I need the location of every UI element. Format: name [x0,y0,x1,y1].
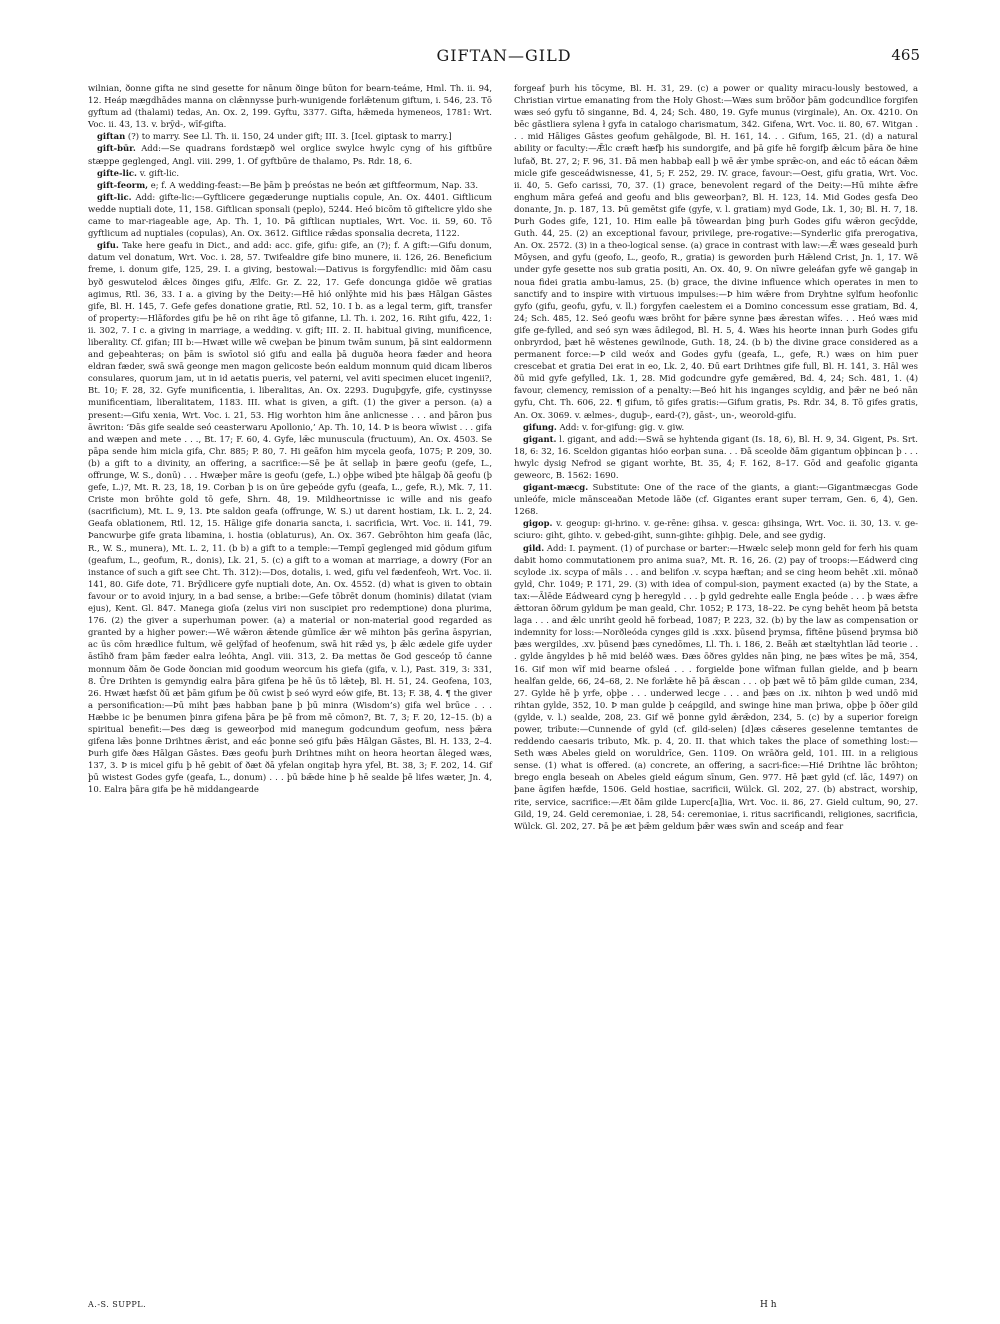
dictionary-entry [514,421,918,433]
entry-text: Add: v. for-gifung: gig. v. giw. [559,421,685,432]
entry-text: v. gift-lic. [139,167,180,178]
entry-headword: gigant. [523,433,557,444]
dictionary-entry [88,239,492,795]
running-title: GIFTAN—GILD [436,46,572,65]
entry-text: v. geogup: gi-hrino. v. ge-rēne: gihsa. v. gesca: gihsinga, Wrt. Voc. ii. 30, 13. v. ge-sciuro: giht, gihto. v. gebed-giht, sunn-gihte: gihþig. Dele, and see gydig. [514,518,918,541]
entry-headword: gifung. [523,421,557,432]
dictionary-entry [514,517,918,541]
entry-text: e; f. A wedding-feast:—Be þām þ preóstas ne beón æt giftfeormum, Nap. 33. [150,179,479,190]
page-number: 465 [891,46,920,64]
entry-text: Substitute: One of the race of the giants, a giant:—Gigantmæcgas Gode unleófe, micle mānsceaðan Metode lāðe (cf. Gigantes erant super terram, Gen. 6, 4), Gen. 1268. [514,482,919,517]
entry-headword: gift-feorm, [97,179,149,190]
entry-headword: gild. [523,542,545,553]
dictionary-entry [88,191,492,239]
entry-text: (?) to marry. See Ll. Th. ii. 150, 24 under gift; III. 3. [Icel. giptask to marry.] [127,131,452,142]
entry-headword: giftan [97,131,126,142]
dictionary-entry [514,542,918,832]
dictionary-entry [88,142,492,166]
dictionary-entry [88,167,492,179]
entry-headword: gigant-mæcg. [523,482,589,493]
entry-headword: gift-būr. [97,143,136,154]
entry-text: Add: I. payment. (1) of purchase or barter:—Hwælc seleþ monn geld for ferh his quam dabit homo commutationem pro anima sua?, Mt. R. 16, 26. (2) pay of troops:—Eádwerd cing scylode .ix. scypa of māls . . . and belifon .v. scypa hæftan; and se cing heom behēt .xii. mōnað gyld, Chr. 1049; P. 171, 29. (3) with idea of compul-sion, payment exacted (a) by the State, a tax:—Ālēde Eádweard cyng þ heregyld . . . þ gyld gedrehte ealle Engla þeóde . . . þ wæs ǣfre ǣttoran ōðrum gyldum þe man geald, Chr. 1052; P. 173, 18–22. Þe cyng behēt heom þā betsta laga . . . and ǣlc unriht geold hē forbead, 1087; P. 223, 32. (b) by the law as compensation or indemnity for loss:—Norðleóda cynges gild is .xxx. þūsend þrymsa, fīftēne þūsend þrymsa bið þæs wergildes, .xv. þūsend þæs cynedōmes, Ll. Th. i. 186, 2. Beāh æt stæltyhtlan lād teorie . . . gylde āngyldes þ hē mid beléð wæs. Ðæs ōðres gyldes nān þing, ne þæs wītes þe mā, 354, 16. Gif mon wīf mid bearne ofsleá . . . forgielde þone wīfman fullan gielde, and þ bearn healfan gelde, 66, 24–68, 2. Ne forlǣte hē þā ǣscan . . . oþ þæt wē tō þām gilde cuman, 234, 27. Gylde hē þ yrfe, oþþe . . . underwed lecge . . . and þæs on .ix. nihton þ wed undō mid rihtan gylde, 352, 10. Þ man gulde þ ceápgild, and swinge hine man þriwa, oþþe þ ōðer gild (gylde, v. l.) sealde, 208, 23. Gif wē þonne gyld ǣrǣdon, 234, 5. (c) by a superior foreign power, tribute:—Cunnende of gyld (cf. gild-selen) [d]æs cǣseres geselenne temtantes de reddendo caesaris tributo, Mk. p. 4, 20. II. that which takes the place of something lost:—Seth wæs Abeles gield on woruldrīce, Gen. 1109. On wrāðra geld, 101. III. in a religious sense. (1) what is offered. (a) concrete, an offering, a sacri-fice:—Hié Drihtne lāc brōhton; brego engla beseah on Abeles gield eágum sīnum, Gen. 977. Hē þæt gyld (cf. lāc, 1497) on þane āgifen hæfde, 1506. Geld hostiae, sacrificii, Wülck. Gl. 202, 27. (b) abstract, worship, rite, service, sacrifice:—Æt ðām gilde Luperc[a]lia, Wrt. Voc. ii. 86, 27. Gield cultum, 90, 27. Gild, 19, 24. Geld ceremoniae, i. 28, 54: ceremoniae, i. ritus sacrificandi, religiones, sacrificia, Wülck. Gl. 202, 27. Þā þe æt þǣm geldum þǣr wæs swīn and sceáp and fear [514,542,918,831]
entry-text: forgeaf þurh his tōcyme, Bl. H. 31, 29. (c) a power or quality miracu-lously bestowed, a Christian virtue emanating from the Holy Ghost:—Wæs sum brōðor þām godcundlice forgifen wæs seó gyfu tō singanne, Bd. 4, 24; Sch. 480, 19. Gyfe munus (virginale), An. Ox. 4210. On bēc gāstliera sylena ł gyfa in catalogo charismatum, 342. Gifena, Wrt. Voc. ii. 80, 67. Witgan . . . mid Hāliges Gāstes geofum gehālgode, Bl. H. 161, 14. . . Gifum, 165, 21. (d) a natural ability or faculty:—Ǣlc cræft hæfþ his sundorgife, and þā gife hē forgifþ ǣlcum þāra ðe hine lufað, Bt. 27, 2; F. 96, 31. Ðā men habbaþ eall þ wē ǣr ymbe sprǣc-on, and eác tō eácan ðǣm micle gife gesceádwisnesse, 41, 5; F. 252, 29. IV. grace, favour:—Oest, gifu gratia, Wrt. Voc. ii. 40, 5. Gefo carissi, 70, 37. (1) grace, benevolent regard of the Deity:—Hū mihte ǣfre enghum māra gefeá and geofu and blis geweorþan?, Bl. H. 123, 14. Mid Godes gesfa Deo donante, Jn. p. 187, 13. Þū gemētst gife (gyfe, v. l. gratiam) myd Gode, Lk. 1, 30; Bl. H. 7, 18. Þurh Godes gife, 121, 10. Him ealle þā tōweardan þing þurh Godes gifu wǣron gecȳdde, Guth. 44, 25. (2) an exceptional favour, privilege, pre-rogative:—Synderlic gifa prerogativa, An. Ox. 2572. (3) in a theo-logical sense. (a) grace in contrast with law:—Ǣ wæs geseald þurh Mōysen, and gyfu (geofo, L., geofo, R., gratia) is geworden þurh Hǣlend Crist, Jn. 1, 17. Wē under gyfe gesette nos sub gratia positi, An. Ox. 40, 9. On nīwre geleáfan gyfe wē gangaþ in noua fidei gratia ambu-lamus, 25. (b) grace, the divine influence which operates in men to sanctify and to inspire with virtuous impulses:—Þ him wǣre from Dryhtne sylfum heofonlic gyfo (gifu, geofu, gyfu, v. ll.) forgyfen caelestem ei a Domino concessum esse gratiam, Bd. 4, 24; Sch. 485, 12. Seó geofu wæs brōht for þǣre synne þæs ǣrestan wīfes. . . Heó wæs mid gife ge-fylled, and seó syn wæs ādilegod, Bl. H. 5, 4. Wæs his heorte innan þurh Godes gifu onbryrdod, þæt hē wēstenes gewilnode, Guth. 18, 24. (b b) the divine grace considered as a permanent force:—Þ cild weóx and Godes gyfu (geafa, L., gefe, R.) wæs on him puer crescebat et gratia Dei erat in eo, Lk. 2, 40. Ðū eart Drihtnes gife full, Bl. H. 141, 3. Hāl wes ðū mid gyfe gefylled, Lk. 1, 28. Mid godcundre gyfe gemǣred, Bd. 4, 24; Sch. 481, 1. (4) favour, clemency, remission of a penalty:—Beó hit his ingangеs scyldig, and þǣr ne beó nān gyfu, Cht. Th. 606, 22. ¶ gifum, tō gifes gratis:—Gifum gratis, Ps. Rdr. 34, 8. Tō gifes gratis, An. Ox. 3069. v. ælmes-, duguþ-, eard-(?), gāst-, un-, weorold-gifu. [514,83,918,420]
dictionary-entry [88,82,492,130]
entry-headword: gigop. [523,518,553,529]
dictionary-entry [514,481,918,517]
dictionary-entry [514,433,918,481]
dictionary-entry [514,82,918,421]
entry-headword: gift-lic. [97,191,132,202]
left-column [88,82,492,796]
entry-text: Add:—Se quadrans fordstæpð wel orglice swylce hwylc cyng of his giftbūre stæppe geglenged, Angl. viii. 299, 1. Of gyftbūre de thalamo, Ps. Rdr. 18, 6. [88,143,492,166]
entry-headword: gifu. [97,240,119,251]
entry-text: Add: gifte-lic:—Gyftlicere gegæderunge nuptialis copule, An. Ox. 4401. Giftlicum wedde nuptiali dote, 11, 158. Giftlican sponsali (peplo), 5244. Heó bicōm tō giftelicre yldo she came to mar-riageable age, Ap. Th. 1, 10. Þā giftlican nuptiales, Wrt. Voc. ii. 59, 60. Tō gyftlicum ad nuptiales (copulas), An. Ox. 3612. Giftlice rǣdas sponsalia decreta, 1122. [88,191,492,239]
signature-mark: A.-S. SUPPL. [88,1300,147,1309]
dictionary-entry [88,179,492,191]
gathering-mark: H h [760,1300,777,1310]
right-column [514,82,918,832]
entry-text: l. gigant, and add:—Swā se hyhtenda gigant (Is. 18, 6), Bl. H. 9, 34. Gigent, Ps. Srt. 18, 6: 32, 16. Sceldon gigantas hióo eorþan suna. . . Ðā sceolde ðām gigantum oþþincan þ . . . hwylc dysig Nefrod se gigant worhte, Bt. 35, 4; F. 162, 8–17. Gōd and geafolic giganta geweorc, B. 1562: 1690. [514,433,918,480]
dictionary-entry [88,130,492,142]
entry-text: wilnian, ðonne gifta ne sind gesette for nānum ðinge būton for bearn-teáme, Hml. Th. ii. 94, 12. Heáp mægdhādes manna on clǣnnysse þurh-wunigende forlǣtenum giftum, i. 546, 23. Tō gyftum ad (thalami) tedas, An. Ox. 2, 199. Gyftu, 3377. Gifta, hǣmeda hymeneos, 1781: Wrt. Voc. ii. 43, 13. v. brȳd-, wīf-gifta. [88,83,492,130]
page-header [88,46,920,70]
entry-headword: gifte-lic. [97,167,137,178]
entry-text: Take here geafu in Dict., and add: acc. gife, gifu: gife, an (?); f. A gift:—Gifu donum, datum vel donatum, Wrt. Voc. i. 28, 57. Twifealdre gife bino munere, ii. 126, 26. Beneficium freme, i. donum gife, 125, 29. I. a giving, bestowal:—Dativus is forgyfendlic: mid ðām casu byð geswutelod ǣlces ðinges gifu, Ælfc. Gr. Z. 22, 17. Gefe doncunga gidōe wē gratias agimus, Rtl. 36, 33. I a. a giving by the Deity:—Hē hió onlȳhte mid his þæs Hālgan Gāstes gife, Bl. H. 145, 7. Gefe gefes donatione gratie, Rtl. 52, 10. I b. as a legal term, gift, transfer of property:—Hlāfordes gifu þe hē on riht āge tō gifanne, Ll. Th. i. 202, 16. Riht gifu, 422, 1: ii. 302, 7. I c. a giving in marriage, a wedding. v. gift; III. 2. II. habitual giving, munificence, liberality. Cf. gifan; III b:—Hwæt wille wē cweþan be þinum twām sunum, þā sint ealdormenn and geþeahteras; on þām is swīotol sió gifu and ealla þā duguða heora fæder and heora eldran fæder, swā swā geonge men magon gelicoste beón ealdum monnum quid dicam liberos consulares, quorum jam, ut in id aetatis pueris, vel paterni, vel aviti specimen elucet ingenii?, Bt. 10; F. 28, 32. Gyfe munificentia, i. liberalitas, An. Ox. 2293. Duguþgyfe, gife, cystinysse munificentiam, liberalitatem, 1183. III. what is given, a gift. (1) the giver a person. (a) a present:—Gifu xenia, Wrt. Voc. i. 21, 53. Hig worhton him āne anlicnesse . . . and þāron þus āwriton: ‘Ðās gife sealde seó ceasterwaru Apollonio,’ Ap. Th. 10, 14. Þ is beora wīwist . . . gifa and wæpen and mete . . ., Bt. 17; F. 60, 4. Gyfe, lǣc munuscula (fructuum), An. Ox. 4503. Se pāpa sende him micla gifa, Chr. 885; P. 80, 7. Hi geāfon him mycela geofa, 1075; P. 209, 30. (b) a gift to a divinity, an offering, a sacrifice:—Sē þe āt sellaþ in þære geofu (gefe, L., offrunge, W. S., donū) . . . Hwæþer māre is geofu (gefe, L.) oþþe wibed þte hālgaþ ðā geofu (þ gefe, L.)?, Mt. R. 23, 18, 19. Corban þ is on ūre geþeóde gyfu (geafa, L., gefe, R.), Mk. 7, 11. Criste mon brōhte gold tō gefe, Shrn. 48, 19. Mildheortnisse ic wille and nis geafo (sacrificium), Mt. L. 9, 13. Þte saldon geafa (offrunge, W. S.) ut darent hostiam, Lk. L. 2, 24. Geafa oblationem, Rtl. 12, 15. Hālige gife donaria sancta, i. sacrificia, Wrt. Voc. ii. 141, 79. Þancwurþe gife grata libamina, i. hostia (oblaturus), An. Ox. 367. Gebrōhton him geafa (lāc, R., W. S., munera), Mt. L. 2, 11. (b b) a gift to a temple:—Tempī geglenged mid gōdum gifum (geafum, L., geofum, R., donis), Lk. 21, 5. (c) a gift to a woman at marriage, a dowry (For an instance of such a gift see Cht. Th. 312):—Dos, dotalis, i. wed, gifu vel fædenfeoh, Wrt. Voc. ii. 141, 80. Gife dote, 71. Brȳdlicere gyfe nuptiali dote, An. Ox. 4552. (d) what is given to obtain favour or to avoid injury, in a bad sense, a bribe:—Gefe tōbrēt donum (hominis) dilatat (viam ejus), Kent. Gl. 847. Manega gioſa (zelus viri non suscipiet pro redemptione) dona plurima, 176. (2) the giver a superhuman power. (a) a material or non-material good regarded as granted by a higher power:—Wē wǣron ǣtende gūmlīce ǣr wē mihton þās gerīna āspyrian, ac ūs cōm hrædlice fultum, wē gelȳfad of heofenum, swā hit rǣd ys, þ ǣlc ædele gife uyder āstīhð fram þām fæder ealra leóhta, Angl. viii. 313, 2. Ða mettas ðe God gesceóp tō ćanne monnum ðām ðe Gode ðoncian mid goodum weorcum his giefa (gifa, v. l.), Past. 319, 3: 331, 8. Ūre Drihten is gemyndig ealra þāra gifena þe hē ūs tō lǣteþ, Bl. H. 51, 24. Geofena, 103, 26. Hwæt hæfst ðū æt þām gifum þe ðū cwist þ seó wyrd eów gife, Bt. 13; F. 38, 4. ¶ the giver a personification:—Þū miht þæs habban þane þ þū minra (Wisdom’s) gifa wel brūce . . . Hæbbe ic þe benumen þinra gifena þāra þe þē from mē cōmon?, Bt. 7, 3; F. 20, 12–15. (b) a spiritual benefit:—Þes dæg is geweorþod mid manegum godcundum geofum, ness þǣra gifena lǣs þonne Drihtnes ǣrist, and eác þonne seó gifu þǣs Hālgan Gāstes, Bl. H. 133, 2–4. Þurh gife ðæs Hālgan Gāstes. Ðæs geofu þurh Drihtnes miht on heora heortan āleged wæs, 137, 3. Þ is micel gifu þ hē gebit of ðæt ðā yfelan ongitaþ hyra yfel, Bt. 38, 3; F. 202, 14. Gif þū wistest Godes gyfe (geafa, L., donum) . . . þū bǣde hine þ hē sealde þē lifes wæter, Jn. 4, 10. Ealra þāra gifa þe hē middangearde [88,240,492,795]
